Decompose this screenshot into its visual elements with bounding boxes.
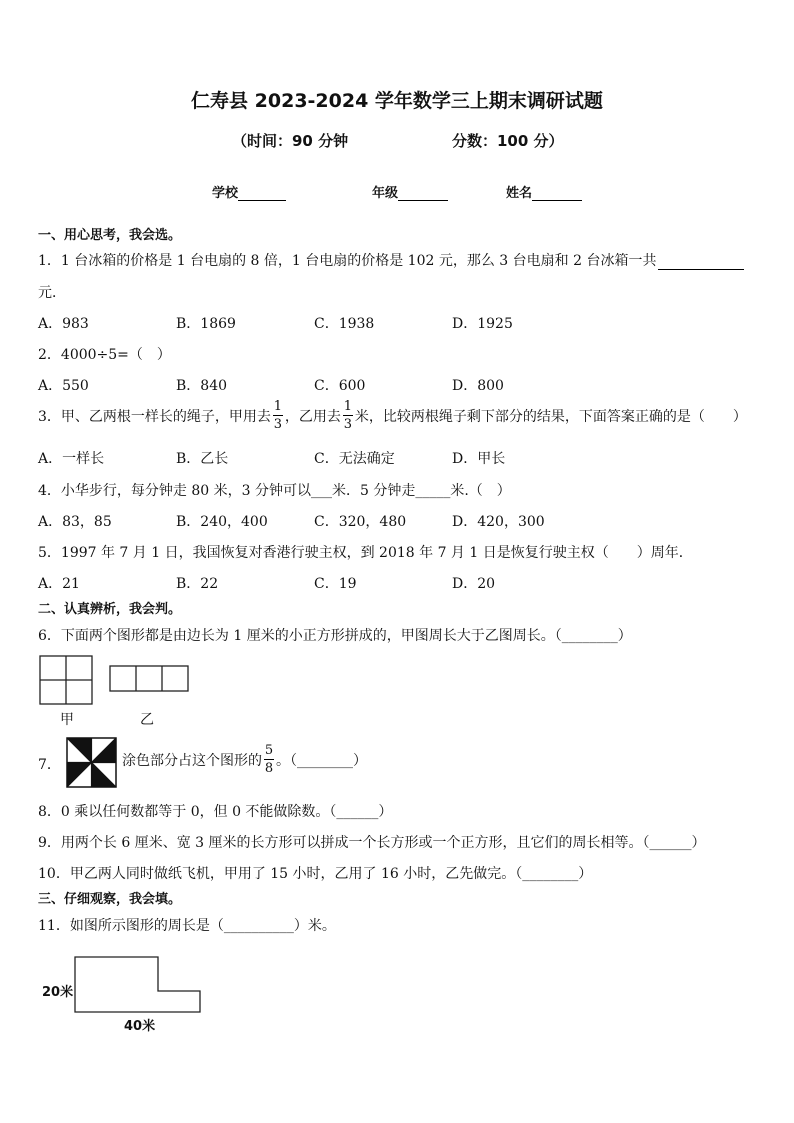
grade-field xyxy=(372,182,448,201)
question-5: 5．1997 年 7 月 1 日，我国恢复对香港行驶主权，到 2018 年 7 月 1 日是恢复行驶主权（ ）周年． xyxy=(38,545,693,561)
q1-option-a[interactable]: A．983 xyxy=(38,316,89,332)
question-3 xyxy=(38,400,747,431)
question-11: 11．如图所示图形的周长是（__________）米。 xyxy=(38,918,336,934)
question-4: 4．小华步行，每分钟走 80 米，3 分钟可以___米．5 分钟走_____米.（ ） xyxy=(38,483,511,499)
section-2-heading: 二、认真辨析，我会判。 xyxy=(38,602,182,617)
q3-option-a[interactable]: A．一样长 xyxy=(38,451,105,467)
section-1-heading: 一、用心思考，我会选。 xyxy=(38,228,182,243)
shaded-square-figure xyxy=(66,737,118,789)
question-1 xyxy=(38,250,744,270)
q3-option-c[interactable]: C．无法确定 xyxy=(314,451,395,467)
q1-option-d[interactable]: D．1925 xyxy=(452,316,513,332)
question-6: 6．下面两个图形都是由边长为 1 厘米的小正方形拼成的，甲图周长大于乙图周长。（________） xyxy=(38,628,632,644)
fraction-one-third-a: $\frac{1}{3}$ xyxy=(273,399,283,432)
school-label: 学校 xyxy=(212,186,239,201)
q4-option-a[interactable]: A．83，85 xyxy=(38,514,112,530)
question-3-mid: ，乙用去 xyxy=(284,408,341,425)
section-3-heading: 三、仔细观察，我会填。 xyxy=(38,892,182,907)
q2-option-a[interactable]: A．550 xyxy=(38,378,89,394)
stepped-shape-figure xyxy=(74,956,204,1014)
question-1-text: 1．1 台冰箱的价格是 1 台电扇的 8 倍，1 台电扇的价格是 102 元，那么 3 台电扇和 2 台冰箱一共 xyxy=(38,253,657,269)
q5-option-c[interactable]: C．19 xyxy=(314,576,357,592)
fraction-five-eighths: $\frac{5}{8}$ xyxy=(264,743,274,776)
q5-option-b[interactable]: B．22 xyxy=(176,576,219,592)
q1-option-c[interactable]: C．1938 xyxy=(314,316,375,332)
name-label: 姓名 xyxy=(506,186,533,201)
q2-option-c[interactable]: C．600 xyxy=(314,378,366,394)
exam-score: 分数：100 分） xyxy=(452,132,564,150)
q5-option-d[interactable]: D．20 xyxy=(452,576,496,592)
question-7-text: 涂色部分占这个图形的 xyxy=(122,752,262,769)
question-3-post: 米，比较两根绳子剩下部分的结果，下面答案正确的是（ ） xyxy=(354,408,747,425)
q3-option-b[interactable]: B．乙长 xyxy=(176,451,229,467)
grade-blank[interactable] xyxy=(398,186,448,201)
question-3-pre: 3．甲、乙两根一样长的绳子，甲用去 xyxy=(38,408,271,425)
question-8: 8．0 乘以任何数都等于 0，但 0 不能做除数。（______） xyxy=(38,804,393,820)
question-1-blank[interactable] xyxy=(658,255,744,270)
question-7 xyxy=(122,744,367,775)
name-blank[interactable] xyxy=(532,186,582,201)
q3-option-d[interactable]: D．甲长 xyxy=(452,451,506,467)
grade-label: 年级 xyxy=(372,186,399,201)
question-10: 10．甲乙两人同时做纸飞机，甲用了 15 小时，乙用了 16 小时，乙先做完。（________） xyxy=(38,866,593,882)
figure-jia-label: 甲 xyxy=(60,712,74,728)
exam-time: （时间：90 分钟 xyxy=(232,132,349,150)
q5-option-a[interactable]: A．21 xyxy=(38,576,80,592)
q4-option-d[interactable]: D．420，300 xyxy=(452,514,545,530)
question-9: 9．用两个长 6 厘米、宽 3 厘米的长方形可以拼成一个长方形或一个正方形，且它们的周长相等。（______） xyxy=(38,835,706,851)
width-label: 40米 xyxy=(124,1019,156,1034)
question-1-tail: 元． xyxy=(38,285,66,301)
q1-option-b[interactable]: B．1869 xyxy=(176,316,236,332)
q4-option-b[interactable]: B．240，400 xyxy=(176,514,268,530)
figure-jia xyxy=(38,655,98,707)
question-7-number: 7． xyxy=(38,757,61,773)
figure-yi-label: 乙 xyxy=(140,712,154,728)
fraction-one-third-b: $\frac{1}{3}$ xyxy=(343,399,353,432)
q2-option-b[interactable]: B．840 xyxy=(176,378,228,394)
name-field xyxy=(506,182,582,201)
question-7-tail: 。（________） xyxy=(276,752,367,769)
figure-yi xyxy=(108,665,192,693)
q2-option-d[interactable]: D．800 xyxy=(452,378,504,394)
page-title: 仁寿县 2023-2024 学年数学三上期末调研试题 xyxy=(191,90,603,112)
height-label: 20米 xyxy=(42,985,74,1000)
school-blank[interactable] xyxy=(238,186,286,201)
question-2: 2．4000÷5=（ ） xyxy=(38,347,171,363)
q4-option-c[interactable]: C．320，480 xyxy=(314,514,407,530)
school-field xyxy=(212,182,286,201)
